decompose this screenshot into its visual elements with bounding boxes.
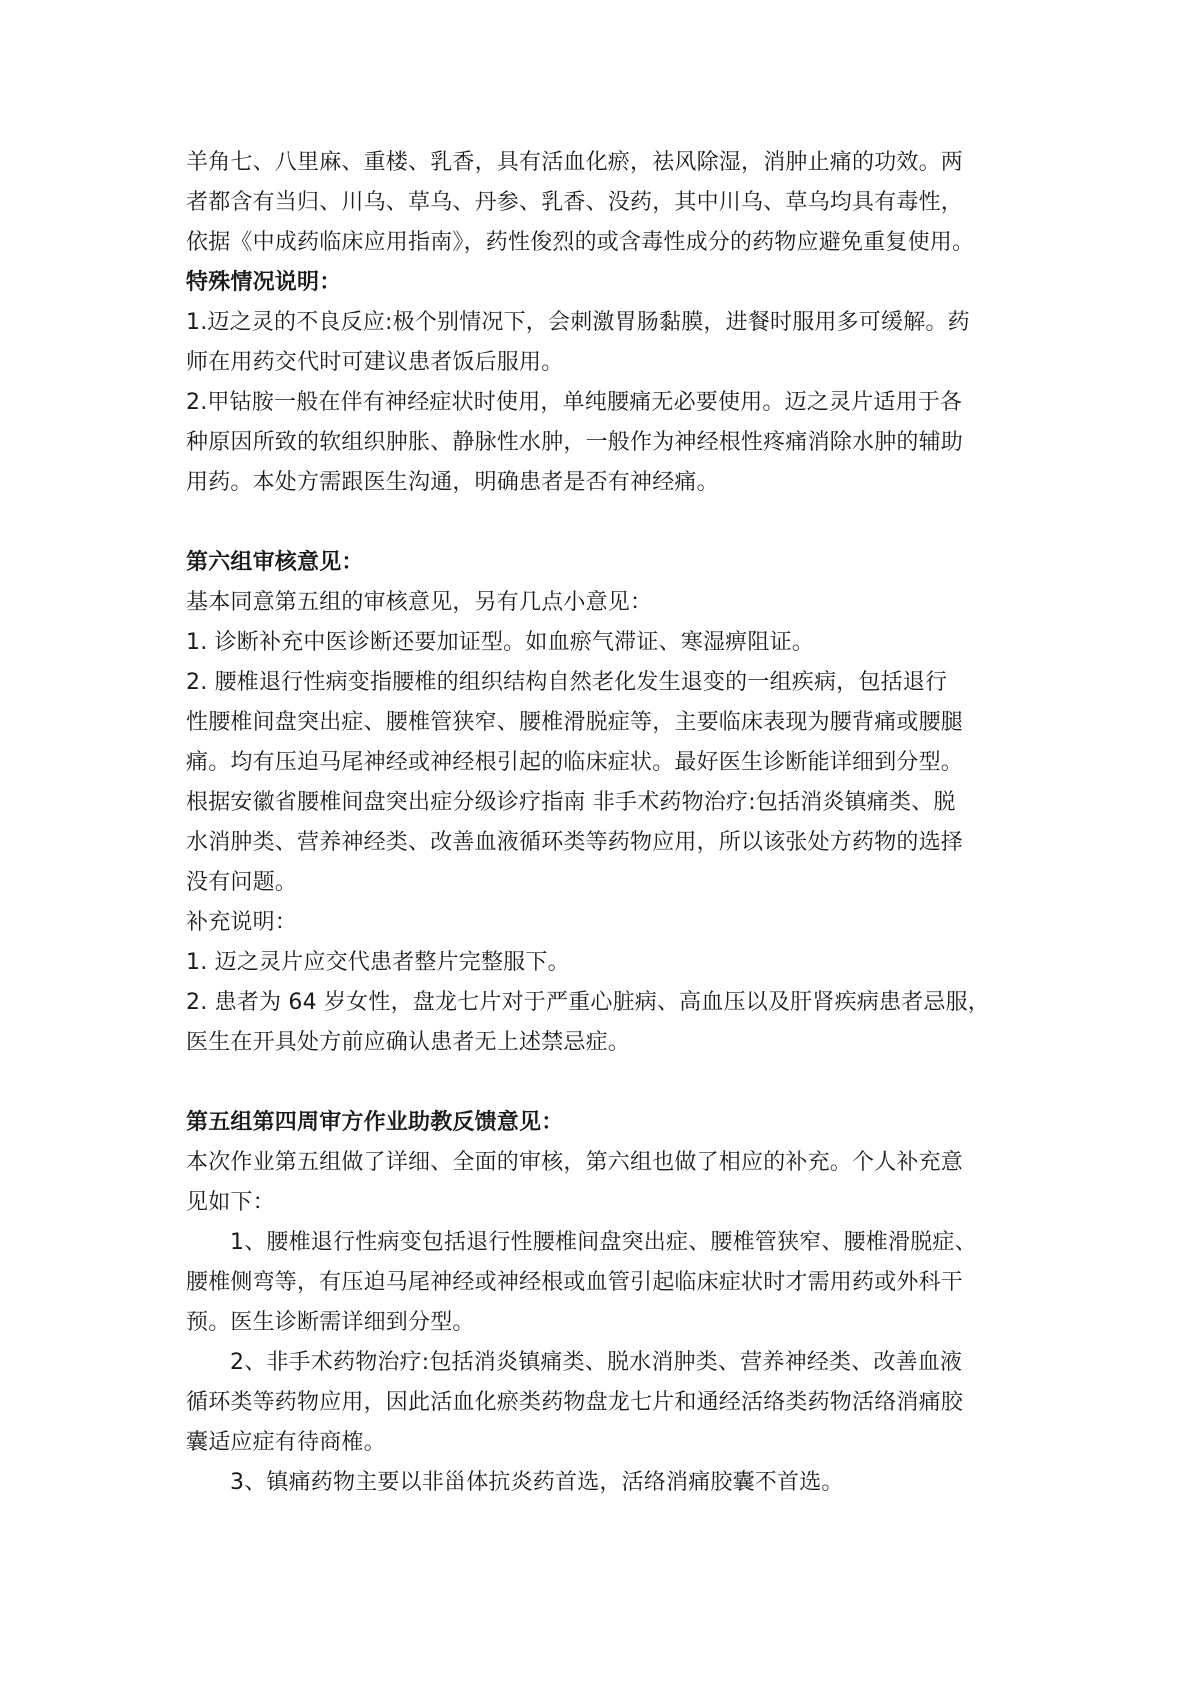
feedback-heading: 第五组第四周审方作业助教反馈意见：: [186, 1110, 564, 1135]
text-line: 1、腰椎退行性病变包括退行性腰椎间盘突出症、腰椎管狭窄、腰椎滑脱症、: [230, 1230, 977, 1255]
feedback-section: [186, 1103, 1046, 1503]
text-line: 1. 诊断补充中医诊断还要加证型。如血瘀气滞证、寒湿痹阻证。: [186, 630, 814, 655]
text-line: 1. 迈之灵片应交代患者整片完整服下。: [186, 950, 570, 975]
text-line: 见如下：: [186, 1190, 275, 1215]
text-line: 1.迈之灵的不良反应:极个别情况下，会刺激胃肠黏膜，进餐时服用多可缓解。药: [186, 310, 970, 335]
group6-section: [186, 543, 1046, 1063]
text-line: 2、非手术药物治疗:包括消炎镇痛类、脱水消肿类、营养神经类、改善血液: [230, 1350, 963, 1375]
top-paragraph: [186, 143, 1046, 263]
text-line: 者都含有当归、川乌、草乌、丹参、乳香、没药，其中川乌、草乌均具有毒性，: [186, 190, 964, 215]
text-line: 预。医生诊断需详细到分型。: [186, 1310, 475, 1335]
special-notes-heading: 特殊情况说明：: [186, 270, 342, 295]
text-line: 用药。本处方需跟医生沟通，明确患者是否有神经痛。: [186, 470, 719, 495]
text-line: 性腰椎间盘突出症、腰椎管狭窄、腰椎滑脱症等，主要临床表现为腰背痛或腰腿: [186, 710, 964, 735]
text-line: 囊适应症有待商榷。: [186, 1430, 386, 1455]
text-line: 根据安徽省腰椎间盘突出症分级诊疗指南 非手术药物治疗:包括消炎镇痛类、脱: [186, 790, 956, 815]
group6-heading: 第六组审核意见：: [186, 550, 364, 575]
text-line: 2. 患者为 64 岁女性，盘龙七片对于严重心脏病、高血压以及肝肾疾病患者忌服，: [186, 990, 990, 1015]
text-line: 3、镇痛药物主要以非甾体抗炎药首选，活络消痛胶囊不首选。: [230, 1470, 844, 1495]
spacer: [186, 1063, 1046, 1103]
text-line: 种原因所致的软组织肿胀、静脉性水肿，一般作为神经根性疼痛消除水肿的辅助: [186, 430, 964, 455]
text-line: 痛。均有压迫马尾神经或神经根引起的临床症状。最好医生诊断能详细到分型。: [186, 750, 964, 775]
text-line: 本次作业第五组做了详细、全面的审核，第六组也做了相应的补充。个人补充意: [186, 1150, 964, 1175]
text-line: 依据《中成药临床应用指南》，药性俊烈的或含毒性成分的药物应避免重复使用。: [186, 230, 975, 255]
text-line: 师在用药交代时可建议患者饭后服用。: [186, 350, 564, 375]
text-line: 循环类等药物应用，因此活血化瘀类药物盘龙七片和通经活络类药物活络消痛胶: [186, 1390, 964, 1415]
text-line: 基本同意第五组的审核意见，另有几点小意见：: [186, 590, 653, 615]
text-line: 2. 腰椎退行性病变指腰椎的组织结构自然老化发生退变的一组疾病，包括退行: [186, 670, 948, 695]
special-notes-section: [186, 263, 1046, 503]
supplement-heading: 补充说明：: [186, 910, 298, 935]
text-line: 医生在开具处方前应确认患者无上述禁忌症。: [186, 1030, 631, 1055]
text-line: 没有问题。: [186, 870, 298, 895]
text-line: 2.甲钴胺一般在伴有神经症状时使用，单纯腰痛无必要使用。迈之灵片适用于各: [186, 390, 963, 415]
text-line: 羊角七、八里麻、重楼、乳香，具有活血化瘀，祛风除湿，消肿止痛的功效。两: [186, 150, 964, 175]
document-page: [186, 143, 1046, 1503]
text-line: 腰椎侧弯等，有压迫马尾神经或神经根或血管引起临床症状时才需用药或外科干: [186, 1270, 964, 1295]
text-line: 水消肿类、营养神经类、改善血液循环类等药物应用，所以该张处方药物的选择: [186, 830, 964, 855]
spacer: [186, 503, 1046, 543]
